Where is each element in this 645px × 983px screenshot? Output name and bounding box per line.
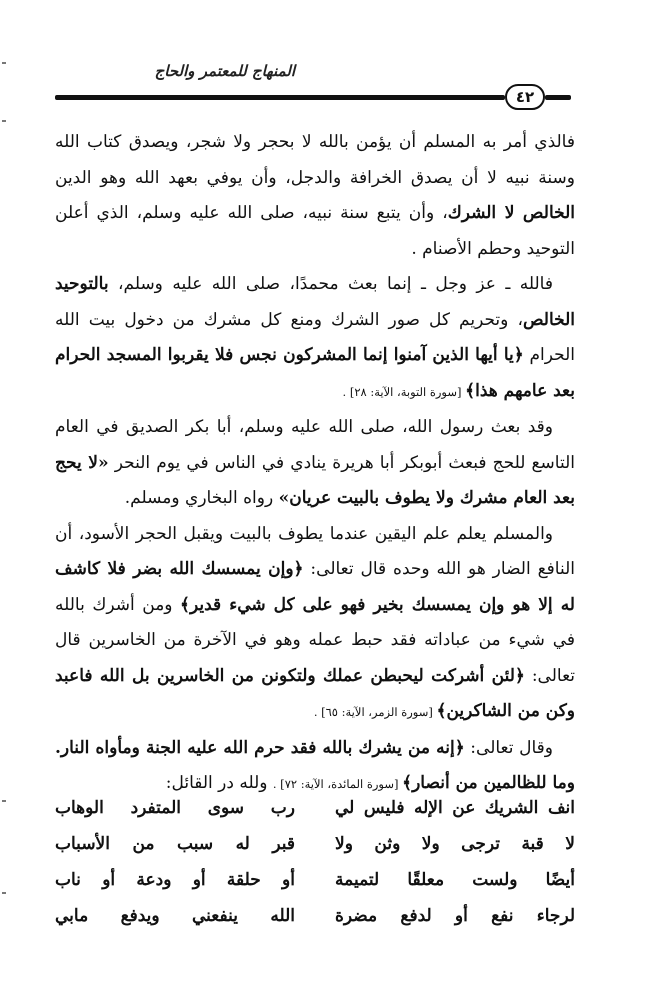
text-run: رواه البخاري ومسلم.	[124, 488, 279, 508]
running-header-title: المنهاج للمعتمر والحاج	[154, 62, 295, 80]
body-text	[55, 125, 575, 803]
emphasis-text: ﴿إنه من يشرك بالله فقد حرم الله عليه الجنة ومأواه النار. وما للظالمين من أنصار﴾	[55, 737, 575, 793]
poem	[55, 790, 575, 934]
emphasis-text: الخالص لا الشرك	[447, 203, 575, 223]
text-run: ومن أشرك بالله في شيء من عباداته فقد حبط عمله وهو في الآخرة من الخاسرين قال تعالى:	[55, 594, 576, 686]
poem-verse	[55, 790, 575, 826]
header-rule	[55, 95, 505, 100]
poem-first-hemistich: لا قبة ترجى ولا وثن ولا	[335, 834, 575, 854]
page-number: ٤٢	[505, 84, 545, 110]
emphasis-text: بالتوحيد الخالص	[55, 274, 575, 330]
text-run: ، وأن يتبع سنة نبيه، صلى الله عليه وسلم، الذي أعلن التوحيد وحطم الأصنام .	[55, 203, 575, 259]
margin-mark	[2, 120, 6, 122]
poem-second-hemistich: الله ينفعني ويدفع مابي	[55, 906, 295, 926]
verse-reference: [سورة المائدة، الآية: ٧٢] .	[272, 777, 403, 791]
poem-first-hemistich: انف الشريك عن الإله فليس لي	[335, 798, 575, 818]
poem-second-hemistich: قبر له سبب من الأسباب	[55, 834, 295, 854]
poem-second-hemistich: أو حلقة أو ودعة أو ناب	[55, 870, 295, 890]
paragraph	[55, 267, 575, 410]
poem-first-hemistich: أيضًا ولست معلقًا لتميمة	[335, 870, 575, 890]
text-run: والمسلم يعلم علم اليقين عندما يطوف بالبيت ويقبل الحجر الأسود، أن النافع الضار هو الله وحده قال تعالى:	[55, 523, 575, 579]
paragraph	[55, 410, 575, 517]
emphasis-text: «لا يحج بعد العام مشرك ولا يطوف بالبيت عريان»	[55, 452, 575, 508]
emphasis-text: ﴿وإن يمسسك الله بضر فلا كاشف له إلا هو وإن يمسسك بخير فهو على كل شيء قدير﴾	[55, 559, 575, 615]
text-run: فالله ـ عز وجل ـ إنما بعث محمدًا، صلى الله عليه وسلم،	[108, 274, 553, 294]
text-run: ولله در القائل:	[165, 773, 273, 793]
poem-second-hemistich: رب سوى المتفرد الوهاب	[55, 798, 295, 818]
paragraph	[55, 517, 575, 731]
poem-verse	[55, 826, 575, 862]
verse-reference: [سورة الزمر، الآية: ٦٥] .	[313, 705, 437, 719]
poem-verse	[55, 862, 575, 898]
text-run: فالذي أمر به المسلم أن يؤمن بالله لا بحجر ولا شجر، ويصدق كتاب الله وسنة نبيه لا أن يصدق الخرافة والدجل، وأن يوفي بعهد الله وهو الدين	[55, 132, 575, 188]
margin-mark	[2, 892, 6, 894]
margin-mark	[2, 62, 6, 64]
text-run: وقال تعالى:	[464, 737, 553, 758]
poem-verse	[55, 898, 575, 934]
emphasis-text: ﴿يا أيها الذين آمنوا إنما المشركون نجس فلا يقربوا المسجد الحرام بعد عامهم هذا﴾	[55, 345, 575, 401]
emphasis-text: ﴿لئن أشركت ليحبطن عملك ولتكونن من الخاسرين بل الله فاعبد وكن من الشاكرين﴾	[55, 665, 575, 721]
text-run: وقد بعث رسول الله، صلى الله عليه وسلم، أبا بكر الصديق في العام التاسع للحج فبعث أبوبكر أبا هريرة ينادي في الناس في يوم النحر	[55, 417, 575, 473]
poem-first-hemistich: لرجاء نفع أو لدفع مضرة	[335, 906, 575, 926]
margin-mark	[2, 800, 6, 802]
verse-reference: [سورة التوبة، الآية: ٢٨] .	[342, 384, 466, 399]
header-rule-end	[545, 95, 571, 100]
paragraph	[55, 125, 575, 267]
text-run: ، وتحريم كل صور الشرك ومنع كل مشرك من دخول بيت الله الحرام	[55, 309, 575, 365]
